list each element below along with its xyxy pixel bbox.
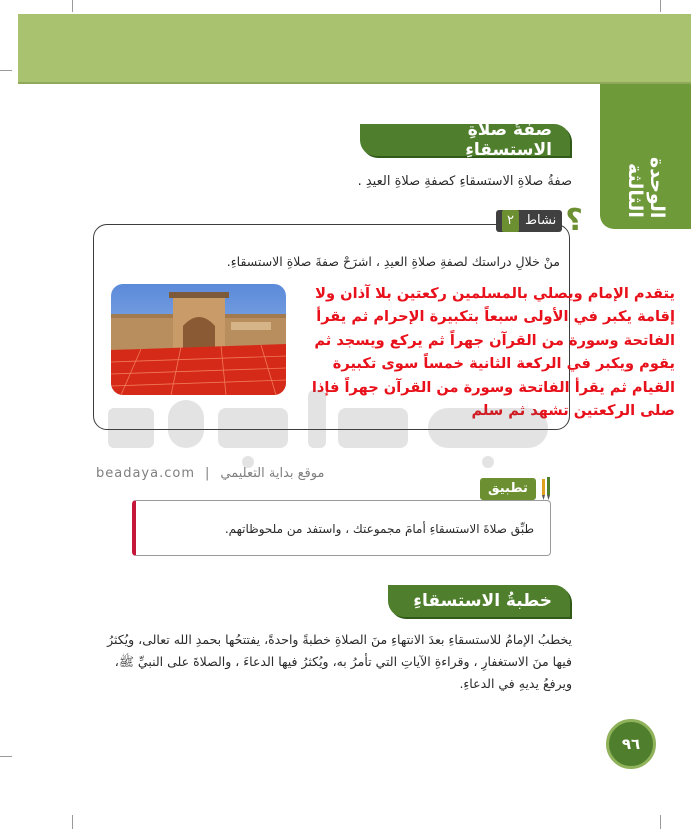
- section-heading-sermon: [388, 585, 570, 617]
- crop-mark: [72, 815, 73, 829]
- section-heading-prayer: [360, 120, 570, 160]
- apply-box: [132, 500, 551, 556]
- page-number: ٩٦: [621, 735, 641, 753]
- activity-tag: [496, 203, 586, 238]
- crop-mark: [0, 70, 12, 71]
- mosque-courtyard-image: [111, 284, 286, 395]
- activity-number: ٢: [502, 210, 519, 232]
- activity-prompt: منْ خلالِ دراستك لصفةِ صلاةِ العيدِ ، اشرَحْ صفةَ صلاةِ الاستسقاءِ.: [226, 254, 560, 269]
- apply-label: تطبيق: [480, 478, 536, 500]
- section-text-sermon: يخطبُ الإمامُ للاستسقاءِ بعدَ الانتهاءِ منَ الصلاةِ خطبةً واحدةً، يفتتحُها بحمدِ الله تعالى، ويُكثرُ فيها منَ الاستغفارِ ، وقراءةِ الآياتِ التي تأمرُ به، ويُكثرُ فيها الدعاءَ ، والصلاةَ على النبيِّ ﷺ، ويرفعُ يديهِ في الدعاءِ.: [107, 632, 572, 691]
- unit-band: [600, 84, 691, 229]
- crop-mark: [660, 815, 661, 829]
- crop-mark: [72, 0, 73, 12]
- top-banner: [18, 14, 691, 84]
- watermark-text: [96, 464, 476, 482]
- pencil-icon: [540, 477, 554, 501]
- activity-answer: يتقدم الإمام ويصلي بالمسلمين ركعتين بلا آذان ولا إقامة يكبر في الأولى سبعاً بتكبيرة الإحرام ثم يقرأ الفاتحة وسورة من القرآن جهراً ثم يركع ويسجد ثم يقوم ويكبر في الركعة الثانية خمساً سوى تكبيرة القيام ثم يقرأ الفاتحة وسورة من القرآن جهراً فإذا صلى الركعتين تشهد ثم سلم: [311, 285, 675, 420]
- apply-tag: [480, 476, 572, 502]
- crop-mark: [0, 756, 12, 757]
- activity-label: [496, 210, 562, 232]
- watermark-site: موقع بداية التعليمي: [220, 465, 325, 481]
- crop-mark: [660, 0, 661, 12]
- watermark-url: beadaya.com: [96, 465, 195, 481]
- watermark-logo: [88, 380, 608, 470]
- section-heading-text: خطبةُ الاستسقاءِ: [413, 591, 552, 611]
- section-text-prayer: صفةُ صلاةِ الاستسقاءِ كصفةِ صلاةِ العيدِ .: [357, 174, 572, 189]
- page-number-badge: [606, 719, 656, 769]
- watermark-divider: |: [205, 465, 211, 481]
- question-mark-icon: ؟: [565, 203, 583, 238]
- unit-title: الوحدة الثالثة: [624, 156, 668, 218]
- activity-label-text: نشاط: [524, 213, 557, 228]
- section-heading-text: صفةُ صلاةِ الاستسقاءِ: [465, 120, 552, 160]
- apply-text: طبِّق صلاةَ الاستسقاءِ أمامَ مجموعتك ، واستفد من ملحوظاتهم.: [224, 522, 534, 536]
